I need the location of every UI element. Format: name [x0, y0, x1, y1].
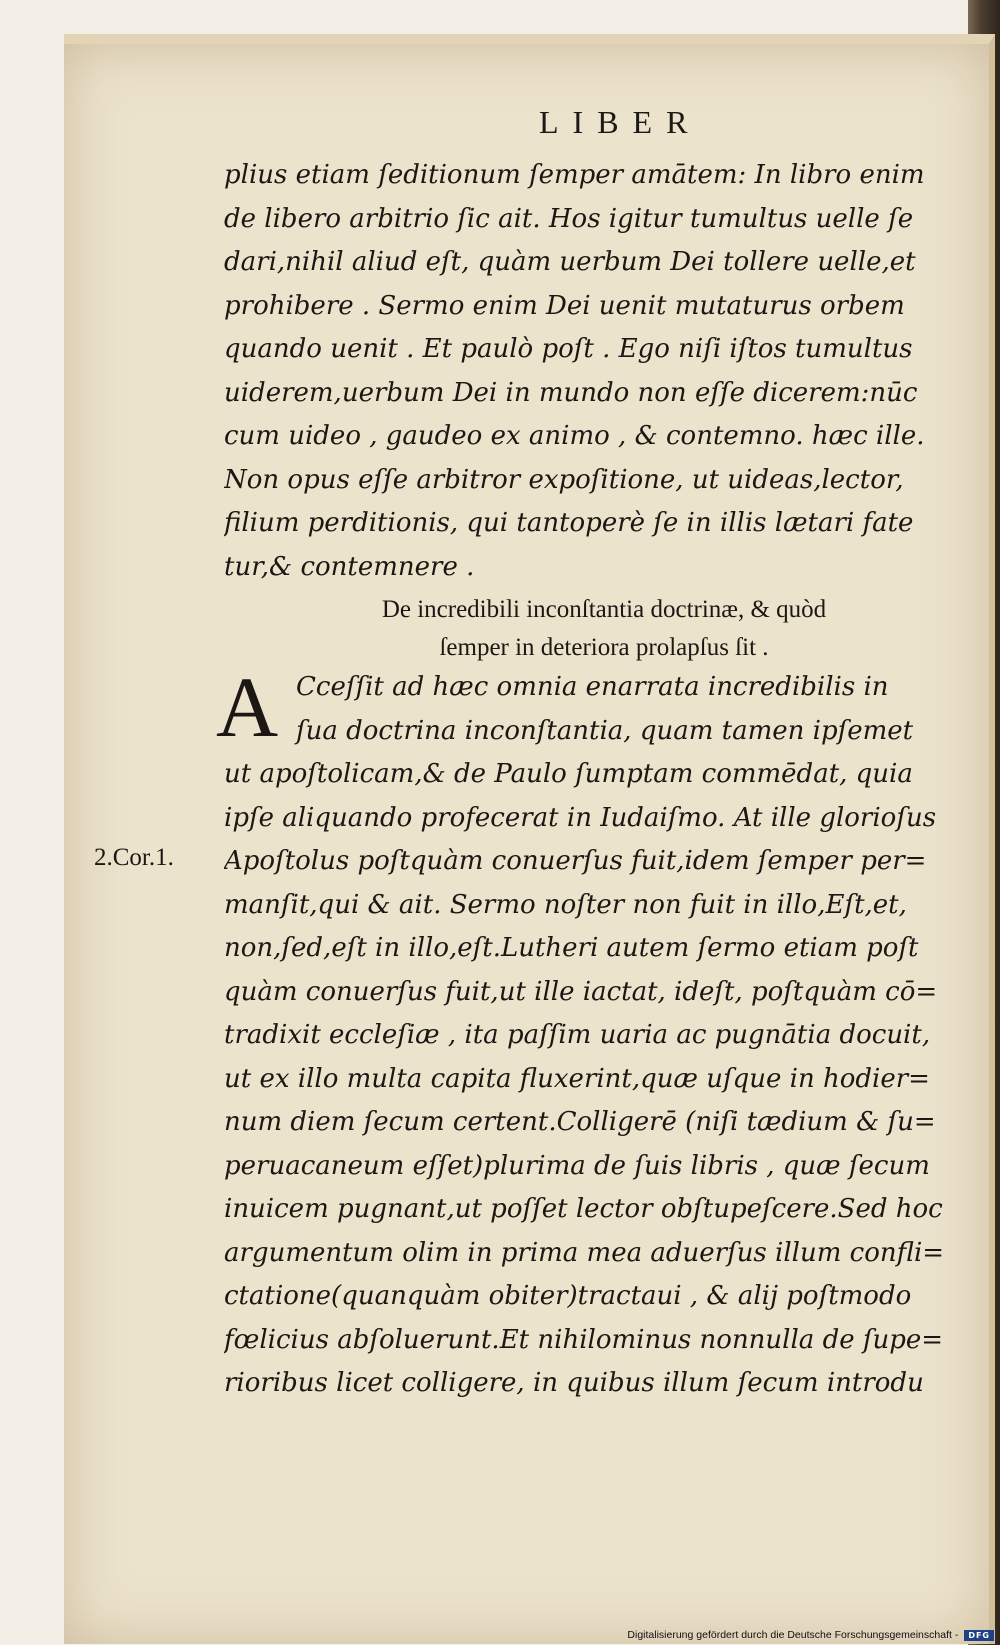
heading-line: ſemper in deteriora prolapſus ſit . [439, 634, 769, 661]
text-line: ſua doctrina inconſtantia, quam tamen ipſemet [296, 715, 914, 746]
text-line: cum uideo , gaudeo ex animo , & contemno. hæc ille. [224, 421, 925, 451]
text-line: non,ſed,eſt in illo,eſt.Lutheri autem ſermo etiam poſt [224, 933, 919, 963]
text-line: plius etiam ſeditionum ſemper amātem: In libro enim [224, 160, 925, 190]
text-line: Non opus eſſe arbitror expoſitione, ut uideas,lector, [224, 464, 904, 495]
text-line: Cceſſit ad hæc omnia enarrata incredibilis in [296, 672, 889, 702]
text-line: quàm conuerſus fuit,ut ille iactat, ideſt, poſtquàm cō= [224, 976, 938, 1007]
text-line: ut ex illo multa capita fluxerint,quæ uſque in hodier= [224, 1063, 930, 1094]
text-line: argumentum olim in prima mea aduerſus illum confli= [224, 1237, 945, 1268]
dfg-logo-icon: DFG [964, 1630, 994, 1641]
text-line: de libero arbitrio ſic ait. Hos igitur tumultus uelle ſe [224, 203, 914, 234]
text-line: fœlicius abſoluerunt.Et nihilominus nonnulla de ſupe= [224, 1324, 944, 1355]
page-content [64, 44, 989, 1644]
text-line: tradixit eccleſiæ , ita paſſim uaria ac pugnātia docuit, [224, 1020, 931, 1050]
margin-note: 2.Cor.1. [94, 844, 174, 871]
text-line: tur,& contemnere . [224, 551, 475, 582]
text-line: rioribus licet colligere, in quibus illum ſecum introdu [224, 1368, 924, 1398]
text-line: dari,nihil aliud eſt, quàm uerbum Dei tollere uelle,et [224, 247, 916, 277]
footer-credit [627, 1629, 994, 1641]
credit-text: Digitalisierung gefördert durch die Deutsche Forschungsgemeinschaft - [627, 1629, 959, 1641]
section-heading [224, 591, 984, 667]
drop-cap: A [216, 659, 279, 755]
text-line: filium perditionis, qui tantoperè ſe in illis lætari fate [224, 508, 914, 538]
text-line: quando uenit . Et paulò poſt . Ego niſi iſtos tumultus [224, 334, 913, 364]
body-text-part1 [224, 154, 984, 589]
text-line: ut apoſtolicam,& de Paulo ſumptam commēdat, quia [224, 759, 913, 789]
text-line: peruacaneum eſſet)plurima de ſuis libris , quæ ſecum [224, 1150, 930, 1181]
text-line: ipſe aliquando profecerat in Iudaiſmo. At ille glorioſus [224, 802, 937, 833]
heading-line: De incredibili inconſtantia doctrinæ, & quòd [381, 596, 827, 623]
text-line: inuicem pugnant,ut poſſet lector obſtupeſcere.Sed hoc [224, 1194, 943, 1224]
book-page [64, 34, 995, 1644]
body-text-part2 [224, 666, 984, 1406]
text-line: Apoſtolus poſtquàm conuerſus fuit,idem ſemper per= [224, 846, 927, 876]
text-line: num diem ſecum certent.Colligerē (niſi tædium & ſu= [224, 1107, 936, 1137]
running-head: LIBER [539, 104, 702, 140]
text-line: prohibere . Sermo enim Dei uenit mutaturus orbem [224, 290, 905, 321]
text-line: uiderem,uerbum Dei in mundo non eſſe dicerem:nūc [224, 377, 918, 408]
text-line: ctatione(quanquàm obiter)tractaui , & alij poſtmodo [224, 1281, 912, 1311]
text-line: manſit,qui & ait. Sermo noſter non fuit in illo,Eſt,et, [224, 889, 907, 920]
